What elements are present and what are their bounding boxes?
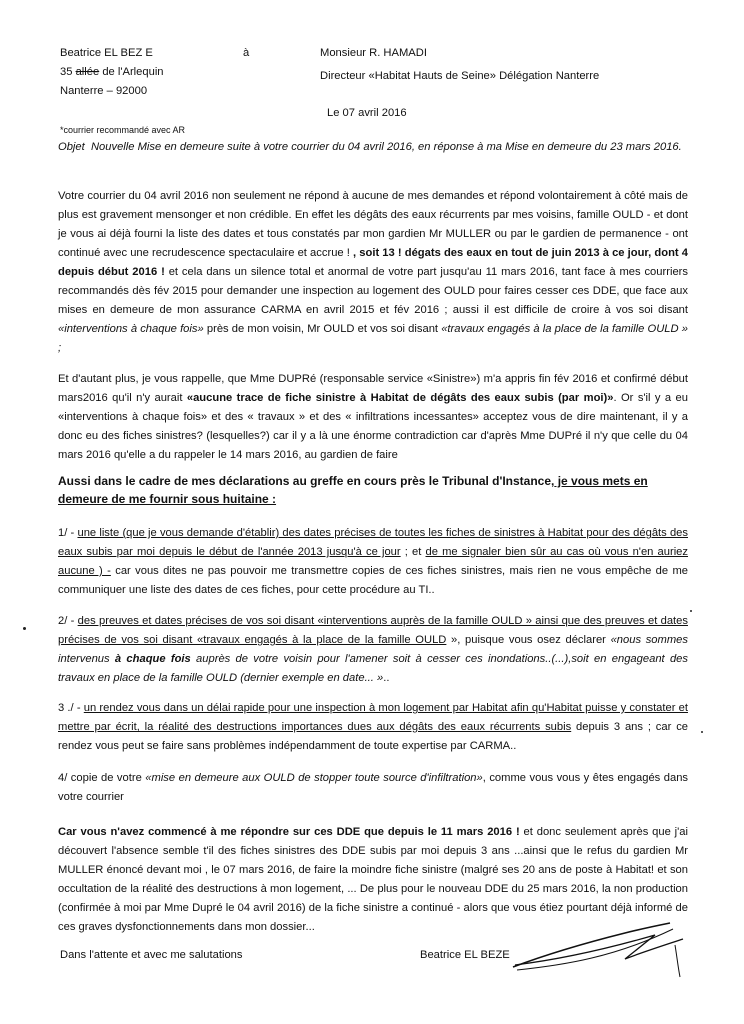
- courier-note: *courrier recommandé avec AR: [60, 125, 186, 135]
- objet-text: Nouvelle Mise en demeure suite à votre courrier du 04 avril 2016, en réponse à ma Mise en demeure du 23 mars 2016.: [90, 141, 682, 153]
- sender-name: Beatrice EL BEZ E: [60, 47, 153, 59]
- closing-line: Dans l'attente et avec me salutations: [60, 949, 243, 961]
- recipient-name: Monsieur R. HAMADI: [320, 47, 427, 59]
- formal-notice-heading: Aussi dans le cadre de mes déclarations au greffe en cours près le Tribunal d'Instance, je vous mets en demeure de me fournir sous huitaine :: [58, 474, 648, 506]
- to-marker: à: [243, 47, 250, 59]
- scan-speck: [690, 610, 692, 612]
- handwritten-signature: [505, 915, 695, 985]
- paragraph-final: Car vous n'avez commencé à me répondre sur ces DDE que depuis le 11 mars 2016 ! et donc seulement après que j'ai découvert l'absence semble t'il des fiches sinistres des DDE subis par moi depuis 3 ans ...ainsi que le refus du gardien Mr MULLER énoncé devant moi , le 07 mars 2016, de faire la moindre fiche sinistre (malgré ses 20 ans de poste à Habitat! et son occultation de la réalité des destructions à mon logement, ... De plus pour le nouveau DDE du 25 mars 2016, la non production (confirmée à moi par Mme Dupré le 04 avril 2016) de la fiche sinistre a continué - alors que vous étiez pourtant déjà informé de ces graves dysfonctionnements dans mon dossier...: [58, 826, 689, 933]
- demand-item-3: 3 ./ - un rendez vous dans un délai rapide pour une inspection à mon logement par Habitat afin qu'Habitat puisse y constater et mettre par écrit, la réalité des destructions importances dues aux dégâts des eaux récurrents subis depuis 3 ans ; car ce rendez vous peut se faire sans problèmes indépendamment de toute expertise par CARMA..: [58, 702, 689, 752]
- objet-label: Objet: [58, 141, 85, 153]
- demand-item-1: 1/ - une liste (que je vous demande d'établir) des dates précises de toutes les fiches de sinistres à Habitat pour des dégâts des eaux subis par moi depuis le début de l'année 2013 jusqu'à ce jour ; et de me signaler bien sûr au cas où vous n'en auriez aucune ) - car vous dites ne pas pouvoir me transmettre copies de ces fiches sinistres, mais rien ne vous empêche de me communiquer une liste des dates de ces fiches, pour cette procédure au TI..: [58, 527, 689, 596]
- scan-speck: [23, 627, 26, 630]
- sender-street-allee: allée: [75, 66, 100, 78]
- paragraph-1: Votre courrier du 04 avril 2016 non seulement ne répond à aucune de mes demandes et répond volontairement à côté mais de plus est gravement mensonger et non crédible. En effet les dégâts des eaux récurrents par mes voisins, famille OULD - et dont je vous ai déjà fourni la liste des dates et tous constatés par mon gardien Mr MULLER ou par le gardien de permanence - ont continué avec une recrudescence spectaculaire et accrue ! , soit 13 ! dégats des eaux en tout de juin 2013 à ce jour, dont 4 depuis début 2016 ! et cela dans un silence total et anormal de votre part jusqu'au 11 mars 2016, tant face à mes courriers recommandés dès fév 2015 pour demander une inspection au logement des OULD pour faires cesser ces DDE, que face aux mises en demeure de mon assurance CARMA en avril 2015 et fév 2016 ; aussi il est difficile de croire à vos soi disant «interventions à chaque fois» près de mon voisin, Mr OULD et vos soi disant «travaux engagés à la place de la famille OULD » ;: [58, 190, 688, 354]
- demand-item-4: 4/ copie de votre «mise en demeure aux OULD de stopper toute source d'infiltration», comme vous vous y êtes engagés dans votre courrier: [58, 772, 689, 803]
- recipient-title: Directeur «Habitat Hauts de Seine» Délégation Nanterre: [320, 70, 600, 82]
- sender-street: 35 allée de l'Arlequin: [60, 66, 164, 78]
- date-line: Le 07 avril 2016: [327, 107, 407, 119]
- sender-city: Nanterre – 92000: [60, 85, 148, 97]
- signature-name: Beatrice EL BEZE: [420, 949, 510, 961]
- demand-item-2: 2/ - des preuves et dates précises de vos soi disant «interventions auprès de la famille OULD » ainsi que des preuves et dates précises de vos soi disant «travaux engagés à la place de la famille OULD », puisque vous osez déclarer «nous sommes intervenus à chaque fois auprès de votre voisin pour l'amener soit à cesser ces inondations..(...),soit en engageant des travaux en place de la famille OULD (dernier exemple en date... »..: [58, 615, 688, 684]
- paragraph-2: Et d'autant plus, je vous rappelle, que Mme DUPRé (responsable service «Sinistre») m'a appris fin fév 2016 et confirmé début mars2016 qu'il n'y aurait «aucune trace de fiche sinistre à Habitat de dégâts des eaux subis (par moi)». Or s'il y a eu «interventions à chaque fois» et des « travaux » et des « infiltrations incessantes» acceptez vous de dire maintenant, il y a donc eu des fiches sinistres? (lesquelles?) car il y a là une énorme contradiction car d'après Mme DUPré il n'y que celle du 04 mars 2016 qu'elle a du rappeler le 14 mars 2016, au gardien de faire: [58, 373, 688, 461]
- objet-line: [58, 138, 688, 156]
- scan-speck: [701, 731, 703, 733]
